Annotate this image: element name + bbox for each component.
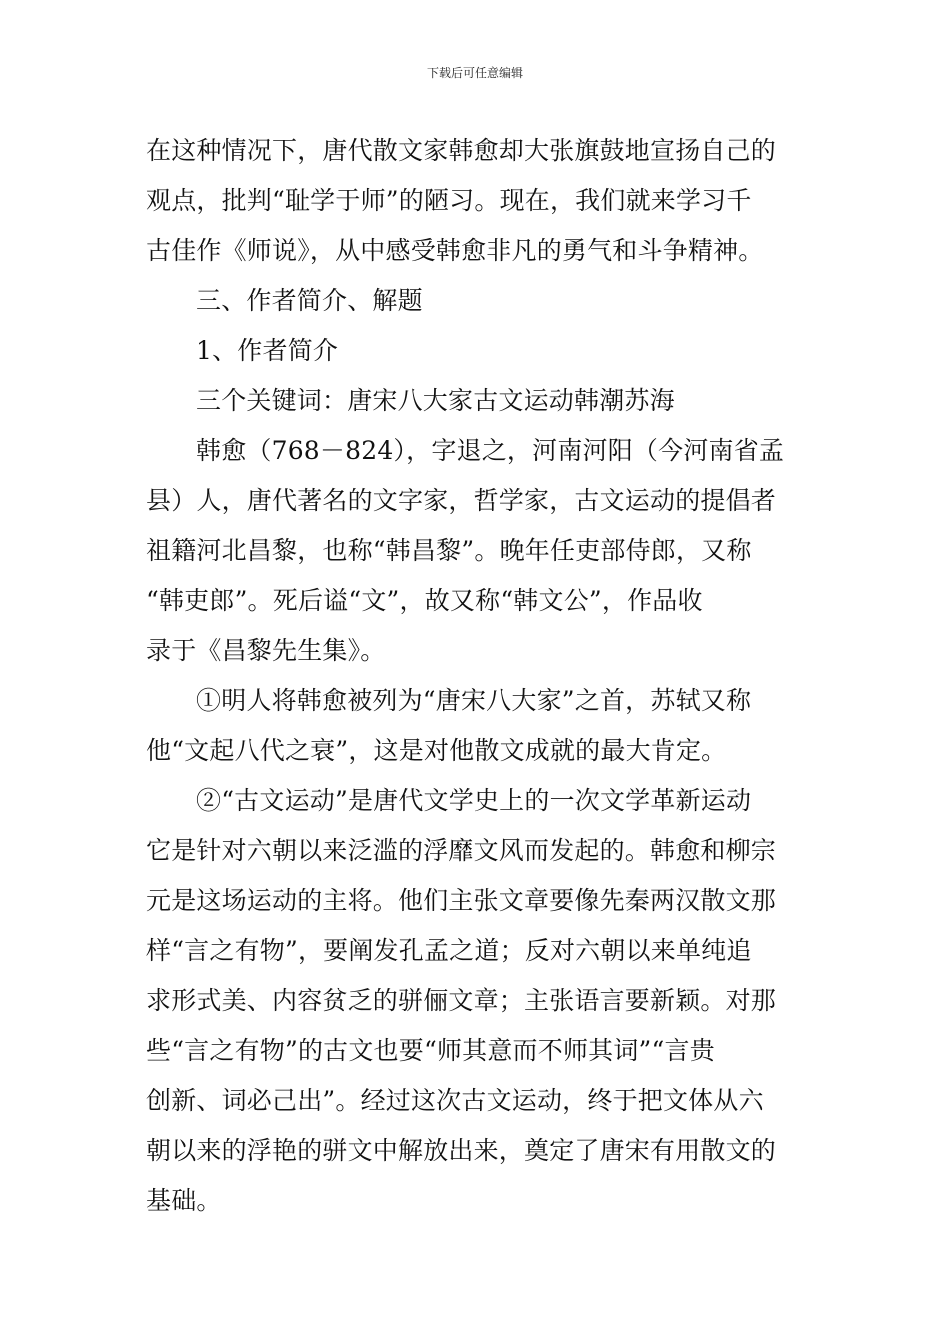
- text-line: 基础。: [146, 1186, 222, 1215]
- paragraph-intro: [146, 126, 808, 276]
- text-line: 观点，批判“耻学于师”的陋习。现在，我们就来学习千: [146, 186, 752, 215]
- text-line: 些“言之有物”的古文也要“师其意而不师其词”“言贵: [146, 1036, 715, 1065]
- text-line: 朝以来的浮艳的骈文中解放出来，奠定了唐宋有用散文的: [146, 1136, 777, 1165]
- text-line: “韩吏郎”。死后谥“文”，故又称“韩文公”，作品收: [146, 586, 703, 615]
- text-line: 古佳作《师说》，从中感受韩愈非凡的勇气和斗争精神。: [146, 236, 764, 265]
- text-line: 它是针对六朝以来泛滥的浮靡文风而发起的。韩愈和柳宗: [146, 836, 777, 865]
- text-line: 韩愈（768－824），字退之，河南河阳（今河南省孟: [196, 436, 785, 465]
- text-line: 县）人，唐代著名的文字家，哲学家，古文运动的提倡者: [146, 486, 777, 515]
- heading-line: 三、作者简介、解题: [196, 286, 423, 315]
- subsection-heading: [146, 326, 808, 376]
- text-line: 三个关键词：唐宋八大家古文运动韩潮苏海: [196, 386, 675, 415]
- text-line: 求形式美、内容贫乏的骈俪文章；主张语言要新颖。对那: [146, 986, 777, 1015]
- paragraph-point-1: [146, 676, 808, 776]
- text-line: ①明人将韩愈被列为“唐宋八大家”之首，苏轼又称: [196, 686, 752, 715]
- document-body: [146, 126, 808, 1226]
- text-line: 创新、词必己出”。经过这次古文运动，终于把文体从六: [146, 1086, 764, 1115]
- text-line: ②“古文运动”是唐代文学史上的一次文学革新运动: [196, 786, 752, 815]
- paragraph-keywords: [146, 376, 808, 426]
- text-line: 在这种情况下，唐代散文家韩愈却大张旗鼓地宣扬自己的: [146, 136, 777, 165]
- text-line: 他“文起八代之衰”，这是对他散文成就的最大肯定。: [146, 736, 727, 765]
- paragraph-point-2: [146, 776, 808, 1226]
- page-header: 下载后可任意编辑: [426, 66, 523, 80]
- text-line: 录于《昌黎先生集》。: [146, 636, 386, 665]
- heading-line: 1、作者简介: [196, 336, 339, 365]
- section-heading: [146, 276, 808, 326]
- text-line: 样“言之有物”，要阐发孔孟之道；反对六朝以来单纯追: [146, 936, 752, 965]
- text-line: 元是这场运动的主将。他们主张文章要像先秦两汉散文那: [146, 886, 777, 915]
- text-line: 祖籍河北昌黎，也称“韩昌黎”。晚年任吏部侍郎，又称: [146, 536, 752, 565]
- paragraph-biography: [146, 426, 808, 676]
